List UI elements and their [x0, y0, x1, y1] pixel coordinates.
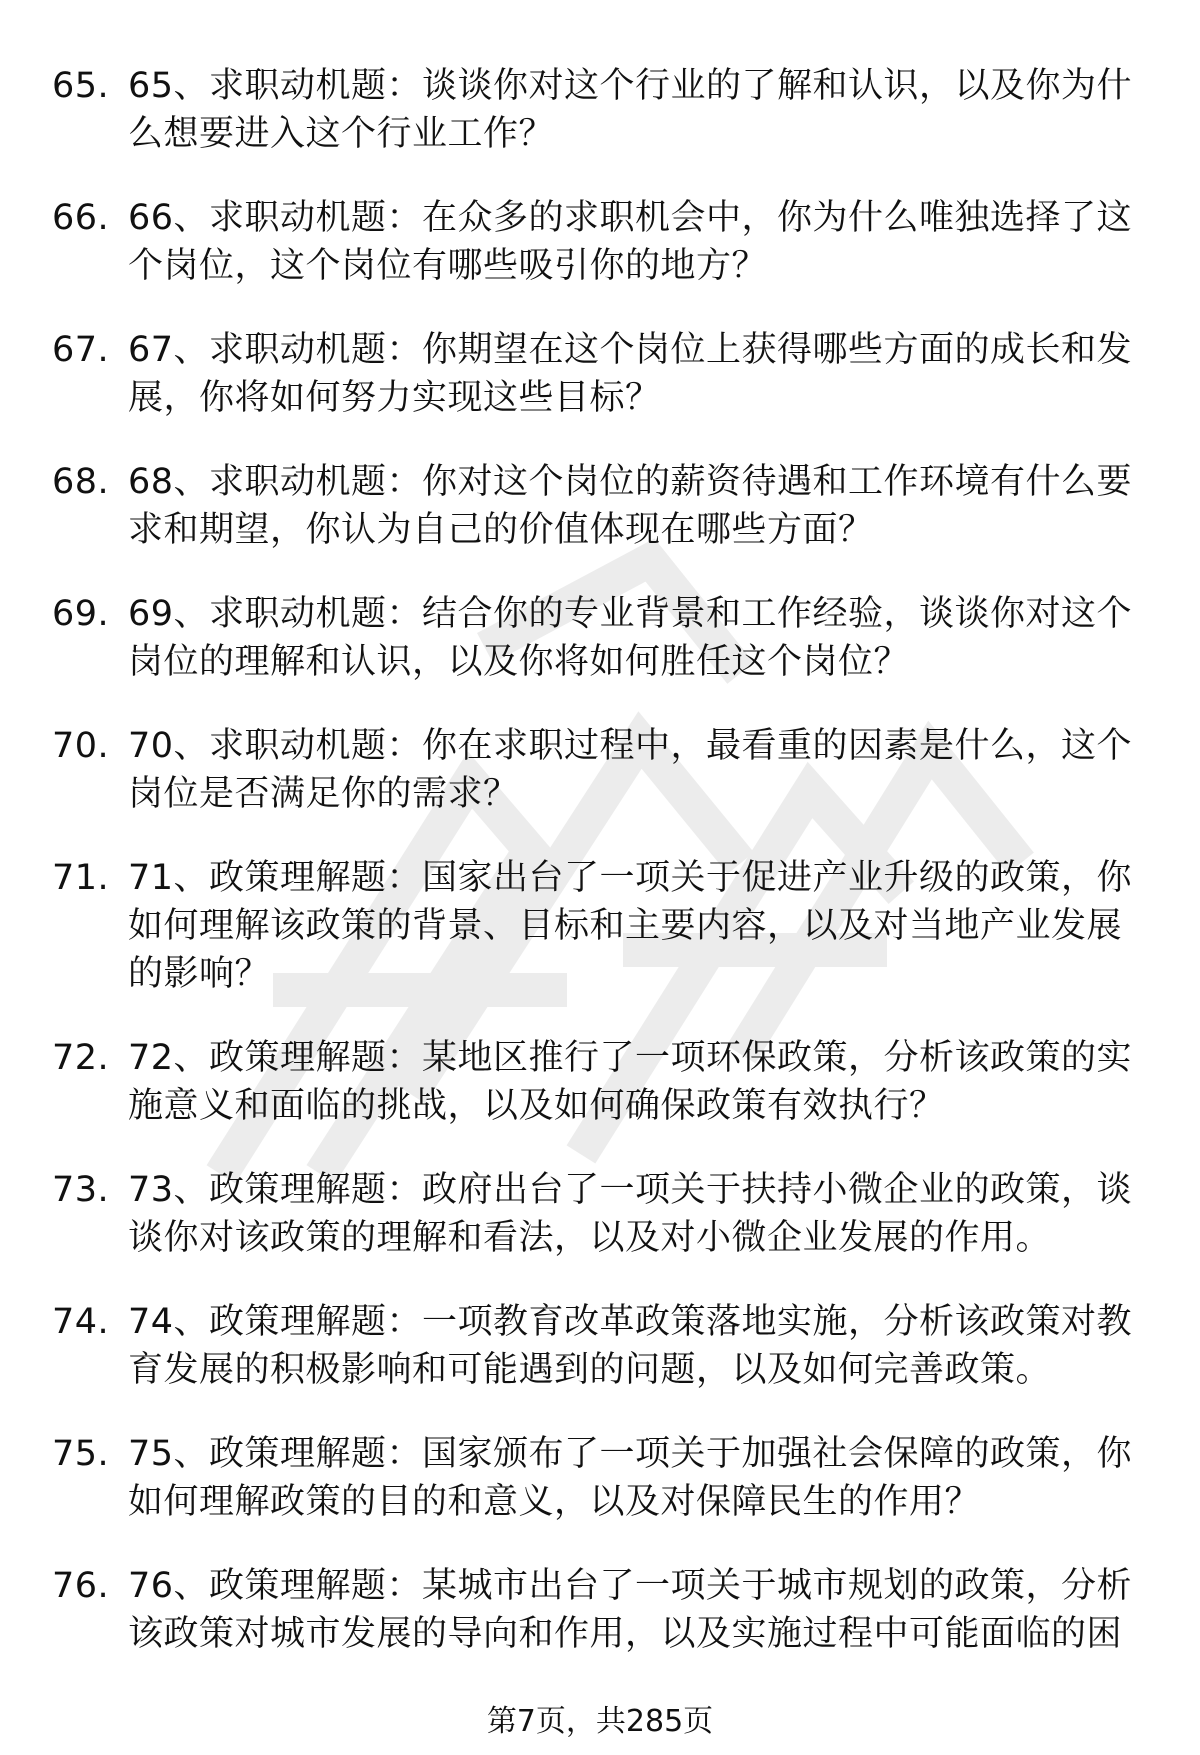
page-number-label: 第7页，共285页: [486, 1704, 714, 1739]
list-item: [0, 62, 1200, 158]
list-item: [0, 1430, 1200, 1526]
question-text: 65、求职动机题：谈谈你对这个行业的了解和认识，以及你为什么想要进入这个行业工作？: [128, 66, 1133, 154]
question-text: 76、政策理解题：某城市出台了一项关于城市规划的政策，分析该政策对城市发展的导向和作用，以及实施过程中可能面临的困: [128, 1566, 1133, 1654]
question-number: 76.: [52, 1566, 110, 1606]
question-text: 68、求职动机题：你对这个岗位的薪资待遇和工作环境有什么要求和期望，你认为自己的价值体现在哪些方面？: [128, 462, 1133, 550]
question-number: 69.: [52, 594, 110, 634]
question-text: 70、求职动机题：你在求职过程中，最看重的因素是什么，这个岗位是否满足你的需求？: [128, 726, 1133, 814]
list-item: [0, 590, 1200, 686]
list-item: [0, 854, 1200, 998]
question-text: 67、求职动机题：你期望在这个岗位上获得哪些方面的成长和发展，你将如何努力实现这些目标？: [128, 330, 1133, 418]
question-text: 69、求职动机题：结合你的专业背景和工作经验，谈谈你对这个岗位的理解和认识，以及你将如何胜任这个岗位？: [128, 594, 1133, 682]
list-item: [0, 1034, 1200, 1130]
question-text: 71、政策理解题：国家出台了一项关于促进产业升级的政策，你如何理解该政策的背景、目标和主要内容，以及对当地产业发展的影响？: [128, 858, 1133, 994]
list-item: [0, 722, 1200, 818]
list-item: [0, 1166, 1200, 1262]
question-number: 74.: [52, 1302, 110, 1342]
list-item: [0, 458, 1200, 554]
list-item: [0, 1562, 1200, 1658]
question-text: 66、求职动机题：在众多的求职机会中，你为什么唯独选择了这个岗位，这个岗位有哪些吸引你的地方？: [128, 198, 1133, 286]
question-number: 67.: [52, 330, 110, 370]
question-number: 66.: [52, 198, 110, 238]
question-list: [0, 62, 1200, 1694]
question-number: 68.: [52, 462, 110, 502]
question-text: 72、政策理解题：某地区推行了一项环保政策，分析该政策的实施意义和面临的挑战，以及如何确保政策有效执行？: [128, 1038, 1133, 1126]
question-number: 71.: [52, 858, 110, 898]
question-text: 74、政策理解题：一项教育改革政策落地实施，分析该政策对教育发展的积极影响和可能遇到的问题，以及如何完善政策。: [128, 1302, 1133, 1390]
question-number: 70.: [52, 726, 110, 766]
list-item: [0, 1298, 1200, 1394]
question-text: 75、政策理解题：国家颁布了一项关于加强社会保障的政策，你如何理解政策的目的和意义，以及对保障民生的作用？: [128, 1434, 1133, 1522]
question-number: 73.: [52, 1170, 110, 1210]
list-item: [0, 194, 1200, 290]
question-number: 75.: [52, 1434, 110, 1474]
list-item: [0, 326, 1200, 422]
question-text: 73、政策理解题：政府出台了一项关于扶持小微企业的政策，谈谈你对该政策的理解和看法，以及对小微企业发展的作用。: [128, 1170, 1133, 1258]
question-number: 72.: [52, 1038, 110, 1078]
question-number: 65.: [52, 66, 110, 106]
page-footer: [0, 1702, 1200, 1742]
